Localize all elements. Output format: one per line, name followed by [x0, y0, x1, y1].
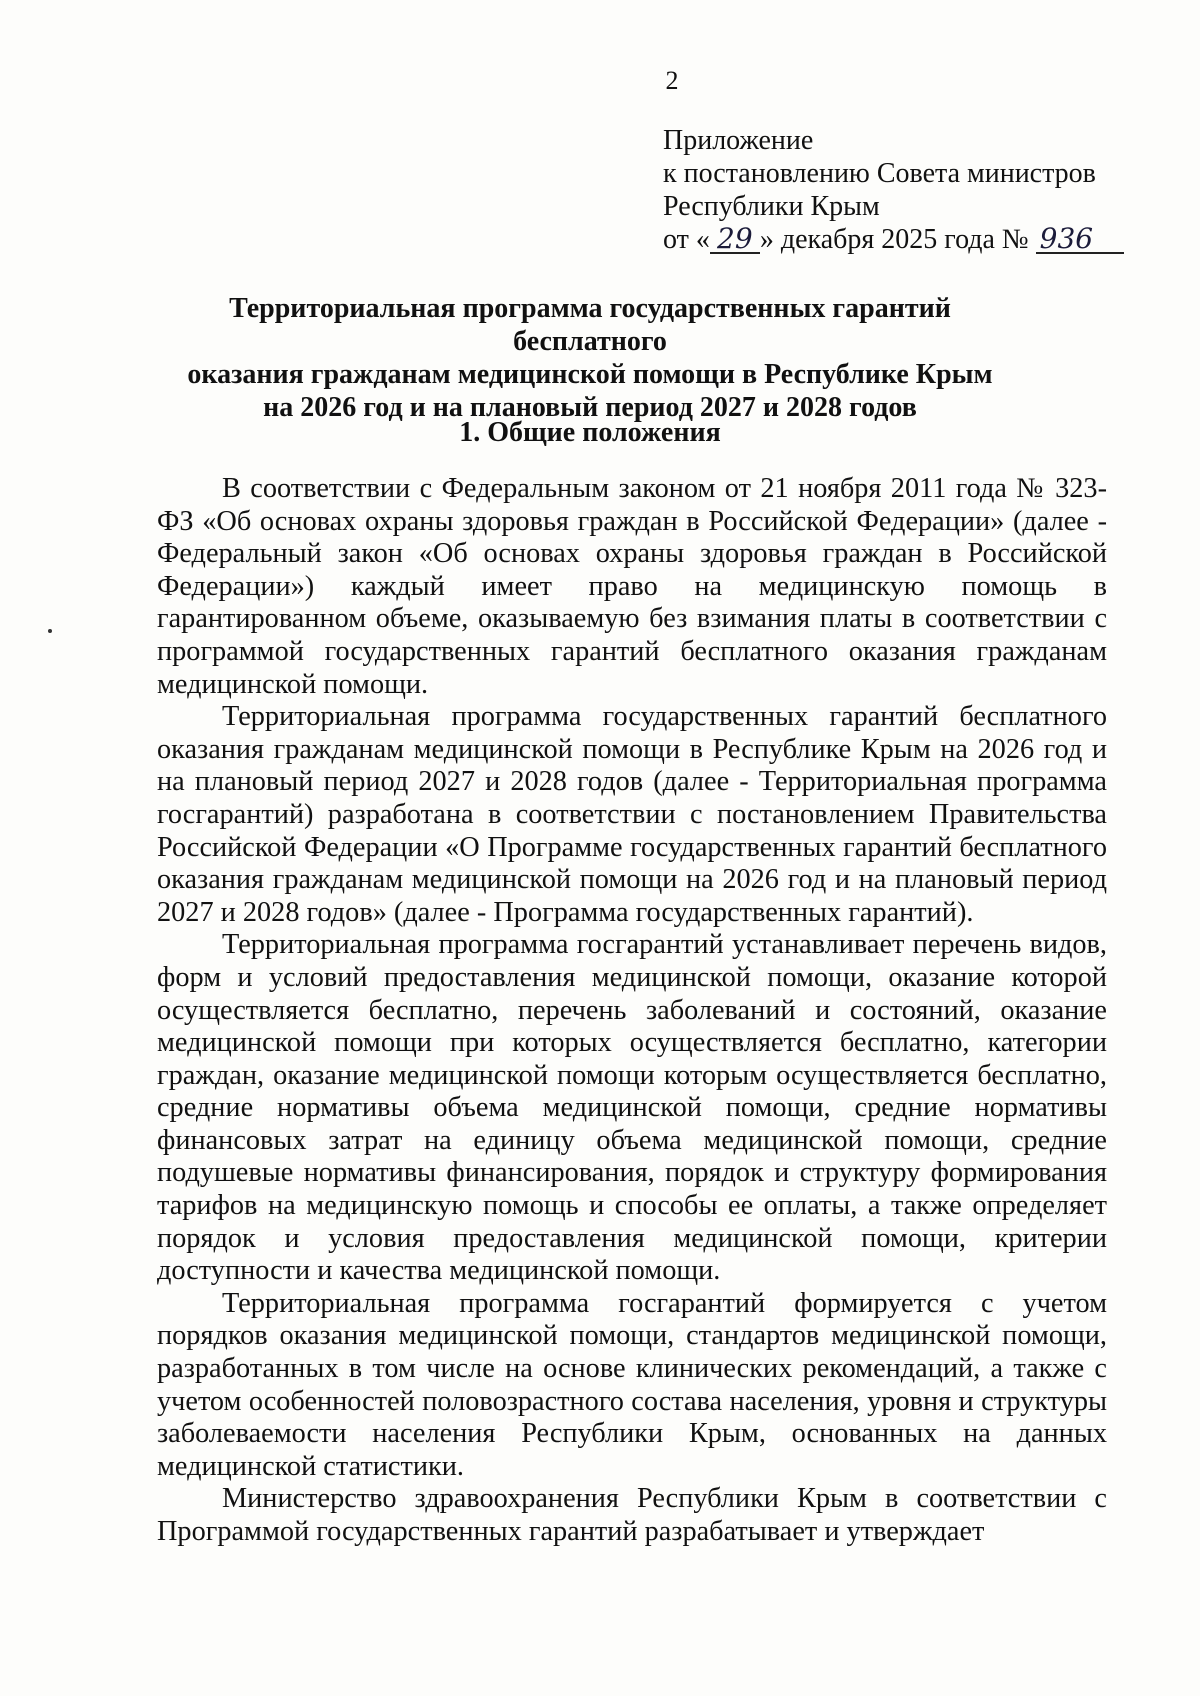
paragraph-1: В соответствии с Федеральным законом от 21 ноября 2011 года № 323-ФЗ «Об основах охраны здоровья граждан в Российской Федерации» (далее - Федеральный закон «Об основах охраны здоровья граждан в Российской Федерации») каждый имеет право на медицинскую помощь в гарантированном объеме, оказываемую без взимания платы в соответствии с программой государственных гарантий бесплатного оказания гражданам медицинской помощи.	[157, 473, 1107, 700]
paragraph-2: Территориальная программа государственных гарантий бесплатного оказания гражданам медицинской помощи в Республике Крым на 2026 год и на плановый период 2027 и 2028 годов (далее - Территориальная программа госгарантий) разработана в соответствии с постановлением Правительства Российской Федерации «О Программе государственных гарантий бесплатного оказания гражданам медицинской помощи на 2026 год и на плановый период 2027 и 2028 годов» (далее - Программа государственных гарантий).	[157, 701, 1107, 928]
title-line-1: Территориальная программа государственных гарантий бесплатного	[229, 293, 951, 357]
attachment-header	[663, 124, 1103, 256]
handwritten-day: 29	[710, 226, 760, 254]
attachment-line-3: Республики Крым	[663, 191, 880, 222]
paragraph-3: Территориальная программа госгарантий устанавливает перечень видов, форм и условий предоставления медицинской помощи, оказание которой осуществляется бесплатно, перечень заболеваний и состояний, оказание медицинской помощи при которых осуществляется бесплатно, категории граждан, оказание медицинской помощи которым осуществляется бесплатно, средние нормативы объема медицинской помощи, средние нормативы финансовых затрат на единицу объема медицинской помощи, средние подушевые нормативы финансирования, порядок и структуру формирования тарифов на медицинскую помощь и способы ее оплаты, а также определяет порядок и условия предоставления медицинской помощи, критерии доступности и качества медицинской помощи.	[157, 929, 1107, 1287]
attachment-date-line	[663, 223, 1103, 256]
section-heading: 1. Общие положения	[459, 417, 721, 448]
paragraph-4: Территориальная программа госгарантий формируется с учетом порядков оказания медицинской помощи, стандартов медицинской помощи, разработанных в том числе на основе клинических рекомендаций, а также с учетом особенностей половозрастного состава населения, уровня и структуры заболеваемости населения Республики Крым, основанных на данных медицинской статистики.	[157, 1287, 1107, 1482]
date-middle: » декабря 2025 года №	[759, 224, 1029, 255]
date-prefix: от «	[663, 224, 710, 255]
handwritten-doc-number: 936	[1036, 226, 1124, 254]
attachment-line-2: к постановлению Совета министров	[663, 158, 1096, 189]
paragraph-5: Министерство здравоохранения Республики Крым в соответствии с Программой государственных гарантий разрабатывает и утверждает	[157, 1483, 1107, 1547]
scan-speck	[48, 629, 52, 633]
body-text	[157, 473, 1107, 1549]
document-title	[150, 292, 1030, 424]
attachment-line-1: Приложение	[663, 125, 814, 156]
title-line-2: оказания гражданам медицинской помощи в Республике Крым	[187, 359, 993, 390]
page-number: 2	[665, 66, 679, 95]
title-line-3: на 2026 год и на плановый период 2027 и 2028 годов	[263, 392, 917, 423]
